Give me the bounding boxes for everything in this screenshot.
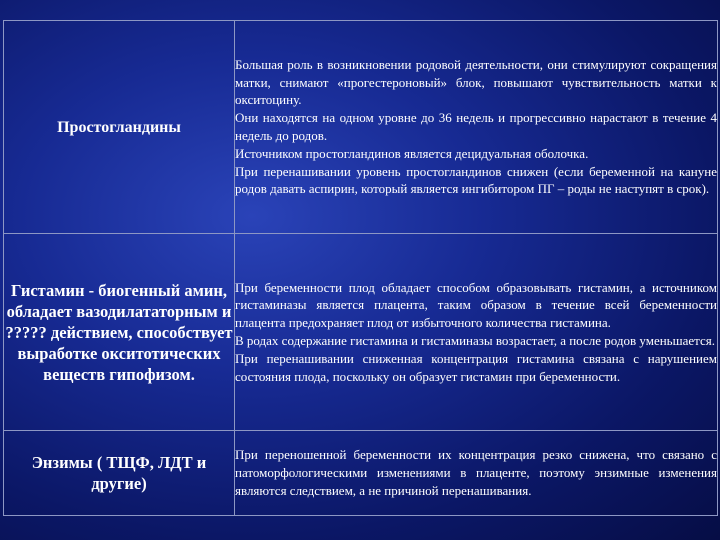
description-paragraph: Большая роль в возникновении родовой деятельности, они стимулируют сокращения матки, снимают «прогестероновый» блок, повышают чувствительность матки к окситоцину.	[235, 56, 717, 108]
description-paragraph: При перенашивании уровень простогландинов снижен (если беременной на кануне родов давать аспирин, который является ингибитором ПГ – роды не наступят в срок).	[235, 163, 717, 197]
description-paragraph: Они находятся на одном уровне до 36 недель и прогрессивно нарастают в течение 4 недель до родов.	[235, 110, 717, 143]
term-cell	[4, 431, 235, 516]
description-paragraph: При переношенной беременности их концентрация резко снижена, что связано с патоморфологическими изменениями в плаценте, поэтому энзимные изменения являются следствием, а не причиной перенашивания.	[235, 447, 717, 498]
term-enzymes: Энзимы ( ТЩФ, ЛДТ и другие)	[31, 453, 207, 493]
description-paragraph: В родах содержание гистамина и гистаминазы возрастает, а после родов уменьшается.	[235, 333, 715, 348]
comparison-table	[3, 20, 718, 516]
description-cell	[235, 234, 718, 431]
description-cell	[235, 431, 718, 516]
description-paragraph: При беременности плод обладает способом образовывать гистамин, а источником гистаминазы является плацента, таким образом в течение всей беременности плацента предохраняет плод от избыточного количества гистамина.	[235, 279, 717, 331]
description-cell	[235, 21, 718, 234]
term-histamine: Гистамин - биогенный амин, обладает вазодилататорным и ????? действием, способствует выработке окситотических веществ гипофизом.	[5, 280, 233, 384]
term-cell	[4, 234, 235, 431]
term-prostaglandins: Простогландины	[57, 118, 181, 136]
table-row	[4, 431, 718, 516]
table-row	[4, 234, 718, 431]
description-paragraph: При перенашивании сниженная концентрация гистамина связана с нарушением состояния плода, поскольку он образует гистамин при беременности.	[235, 350, 717, 384]
description-paragraph: Источником простогландинов является децидуальная оболочка.	[235, 145, 589, 161]
table-row	[4, 21, 718, 234]
term-cell	[4, 21, 235, 234]
